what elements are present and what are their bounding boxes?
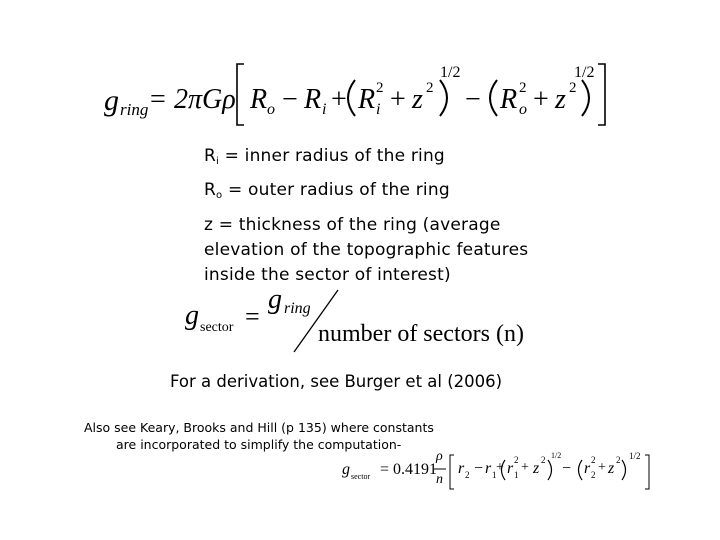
R-inner-sub: i <box>322 101 327 118</box>
R-inner-2-sub: i <box>376 101 381 118</box>
small-sector-sub: sector <box>351 472 371 481</box>
definition-z: z = thickness of the ring (average <box>204 215 501 235</box>
R-outer-2: R <box>500 84 518 115</box>
R-inner-2: R <box>358 84 376 115</box>
z-term-exp: 2 <box>426 80 434 96</box>
small-r1-b: r <box>507 460 514 477</box>
small-sector-formula <box>0 445 720 495</box>
R-outer-sub: o <box>267 101 275 118</box>
ring-subscript: ring <box>120 100 149 119</box>
z-term-2: z <box>555 84 566 115</box>
minus-sign: − <box>282 84 298 115</box>
ring-formula <box>0 0 720 140</box>
g-sector-symbol: g <box>185 300 199 331</box>
small-plus-2: + <box>521 460 529 475</box>
g-symbol: g <box>104 84 119 117</box>
sector-denominator: number of sectors (n) <box>318 321 524 347</box>
small-r1-b-exp: 2 <box>514 455 519 465</box>
small-equals-coef: = 0.4191 <box>380 461 438 478</box>
right-square-bracket <box>598 64 605 125</box>
definition-ro: $R_o$ = outer radius of the ring <box>204 180 450 201</box>
minus-sign-2: − <box>465 84 481 115</box>
g-ring-numerator: g <box>268 284 282 315</box>
half-exponent-1: 1/2 <box>440 64 461 81</box>
small-r2: r <box>458 460 465 477</box>
plus-sign-2: + <box>390 84 406 115</box>
sector-subscript: sector <box>200 320 234 335</box>
small-plus-1: + <box>496 460 504 475</box>
small-r1: r <box>485 460 492 477</box>
R-outer: R <box>250 84 268 115</box>
small-z-1-exp: 2 <box>541 455 546 465</box>
plus-sign: + <box>331 84 347 115</box>
sector-equals: = <box>245 302 260 331</box>
definition-ri: $R_i$ = inner radius of the ring <box>204 146 445 167</box>
R-outer-2-exp: 2 <box>519 80 527 96</box>
small-half-exp-1: 1/2 <box>551 451 562 460</box>
plus-sign-3: + <box>533 84 549 115</box>
small-g-symbol: g <box>342 461 350 478</box>
small-r2-b-sub: 2 <box>591 470 596 480</box>
small-plus-3: + <box>598 460 606 475</box>
reference-note-line1: Also see Keary, Brooks and Hill (p 135) where constants <box>84 420 434 435</box>
small-n: n <box>436 472 443 487</box>
z-term-2-exp: 2 <box>569 80 577 96</box>
small-minus-2: − <box>562 460 572 477</box>
coefficient: 2πGρ <box>174 84 236 115</box>
small-r1-sub: 1 <box>492 470 497 480</box>
small-minus-1: − <box>474 460 484 477</box>
derivation-note: For a derivation, see Burger et al (2006) <box>170 372 503 391</box>
definition-z-line3: inside the sector of interest) <box>204 265 451 285</box>
R-outer-2-sub: o <box>519 101 527 118</box>
reference-note-line2: are incorporated to simplify the computation- <box>116 437 402 452</box>
R-inner-2-exp: 2 <box>376 80 384 96</box>
small-half-exp-2: 1/2 <box>629 451 641 461</box>
ring-numerator-sub: ring <box>284 300 311 317</box>
fraction-slash <box>0 280 720 360</box>
small-z-2-exp: 2 <box>616 455 621 465</box>
small-z-1: z <box>533 460 540 477</box>
left-square-bracket <box>0 0 720 140</box>
small-rho: ρ <box>436 449 443 464</box>
small-r2-b: r <box>584 460 591 477</box>
small-r2-b-exp: 2 <box>591 455 596 465</box>
sector-formula <box>0 280 720 360</box>
definition-z-line2: elevation of the topographic features <box>204 240 529 260</box>
small-r2-sub: 2 <box>465 470 470 480</box>
half-exponent-2: 1/2 <box>574 64 595 81</box>
R-inner: R <box>304 84 322 115</box>
small-r1-b-sub: 1 <box>514 470 519 480</box>
z-term: z <box>412 84 423 115</box>
equals-sign: = <box>150 84 166 115</box>
small-z-2: z <box>608 460 615 477</box>
